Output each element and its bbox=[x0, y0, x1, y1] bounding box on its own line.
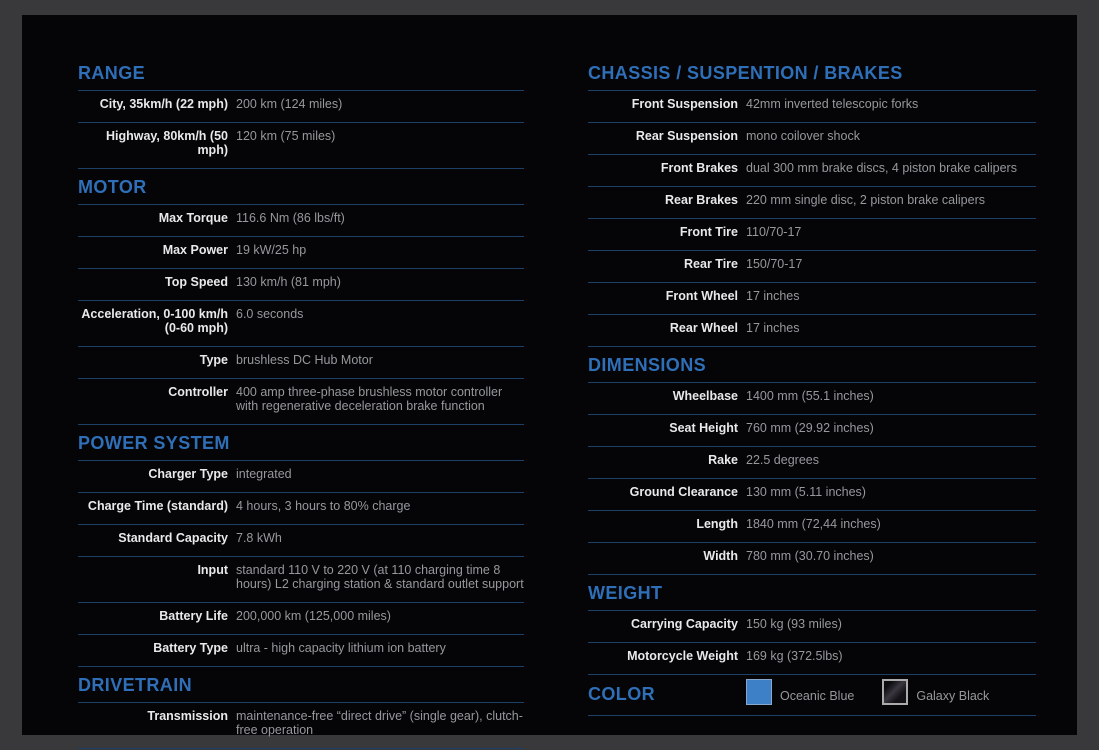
spec-value: 22.5 degrees bbox=[746, 453, 819, 467]
spec-row-highway-80km-h-50-mph bbox=[78, 122, 524, 168]
spec-value: 17 inches bbox=[746, 321, 800, 335]
color-swatch-galaxy-black bbox=[882, 679, 908, 705]
spec-row-rear-tire bbox=[588, 250, 1036, 282]
spec-label: Input bbox=[197, 563, 228, 577]
spec-row-battery-life bbox=[78, 602, 524, 634]
spec-label: Rear Brakes bbox=[665, 193, 738, 207]
section-motor bbox=[78, 176, 524, 425]
spec-value: 130 mm (5.11 inches) bbox=[746, 485, 866, 499]
section-chassis-suspention-brakes bbox=[588, 62, 1036, 347]
spec-label: Battery Type bbox=[153, 641, 228, 655]
spec-label: Controller bbox=[168, 385, 228, 399]
spec-value: dual 300 mm brake discs, 4 piston brake calipers bbox=[746, 161, 1017, 175]
section-range bbox=[78, 62, 524, 169]
section-title: CHASSIS / SUSPENTION / BRAKES bbox=[588, 63, 903, 83]
section-title: RANGE bbox=[78, 63, 146, 83]
spec-label: Front Brakes bbox=[660, 161, 738, 175]
spec-label: Charger Type bbox=[148, 467, 228, 481]
spec-value: mono coilover shock bbox=[746, 129, 860, 143]
spec-row-front-wheel bbox=[588, 282, 1036, 314]
section-title: DIMENSIONS bbox=[588, 355, 707, 375]
spec-label: Rear Wheel bbox=[669, 321, 738, 335]
color-option-galaxy-black bbox=[882, 679, 989, 705]
section-title: WEIGHT bbox=[588, 583, 663, 603]
spec-row-transmission bbox=[78, 702, 524, 748]
spec-label: Acceleration, 0-100 km/h (0-60 mph) bbox=[81, 307, 228, 335]
swatch-label: Galaxy Black bbox=[916, 688, 990, 703]
spec-row-carrying-capacity bbox=[588, 610, 1036, 642]
spec-value: 220 mm single disc, 2 piston brake calipers bbox=[746, 193, 986, 207]
spec-row-seat-height bbox=[588, 414, 1036, 446]
spec-value: brushless DC Hub Motor bbox=[236, 353, 373, 367]
spec-value: 760 mm (29.92 inches) bbox=[746, 421, 874, 435]
spec-row-charger-type bbox=[78, 460, 524, 492]
spec-value: 110/70-17 bbox=[746, 225, 802, 239]
color-swatch-oceanic-blue bbox=[746, 679, 772, 705]
spec-columns bbox=[22, 15, 1077, 749]
spec-row-rear-suspension bbox=[588, 122, 1036, 154]
spec-row-rear-brakes bbox=[588, 186, 1036, 218]
spec-value: 150 kg (93 miles) bbox=[746, 617, 842, 631]
spec-value: 42mm inverted telescopic forks bbox=[746, 97, 919, 111]
spec-value: 200,000 km (125,000 miles) bbox=[236, 609, 391, 623]
spec-label: Type bbox=[199, 353, 228, 367]
column-right bbox=[588, 62, 1036, 749]
spec-row-input bbox=[78, 556, 524, 602]
spec-label: Motorcycle Weight bbox=[627, 649, 738, 663]
section-power-system bbox=[78, 432, 524, 667]
spec-value: 17 inches bbox=[746, 289, 800, 303]
spec-row-ground-clearance bbox=[588, 478, 1036, 510]
spec-row-motorcycle-weight bbox=[588, 642, 1036, 674]
spec-label: Standard Capacity bbox=[118, 531, 228, 545]
spec-value: 4 hours, 3 hours to 80% charge bbox=[236, 499, 411, 513]
spec-value: 400 amp three-phase brushless motor controller with regenerative deceleration brake function bbox=[236, 385, 503, 413]
spec-sheet-panel bbox=[22, 15, 1077, 735]
spec-value: 169 kg (372.5lbs) bbox=[746, 649, 843, 663]
spec-label: Max Torque bbox=[158, 211, 228, 225]
color-option-oceanic-blue bbox=[746, 679, 854, 705]
spec-value: 200 km (124 miles) bbox=[236, 97, 343, 111]
spec-label: City, 35km/h (22 mph) bbox=[99, 97, 228, 111]
spec-row-width bbox=[588, 542, 1036, 574]
spec-value: 150/70-17 bbox=[746, 257, 803, 271]
spec-label: Front Tire bbox=[679, 225, 738, 239]
spec-label: Front Wheel bbox=[665, 289, 738, 303]
spec-label: Transmission bbox=[147, 709, 228, 723]
spec-row-standard-capacity bbox=[78, 524, 524, 556]
spec-row-city-35km-h-22-mph bbox=[78, 90, 524, 122]
spec-label: Rake bbox=[708, 453, 738, 467]
spec-label: Carrying Capacity bbox=[631, 617, 738, 631]
spec-label: Highway, 80km/h (50 mph) bbox=[105, 129, 228, 157]
spec-label: Top Speed bbox=[165, 275, 228, 289]
section-title: COLOR bbox=[588, 684, 655, 704]
spec-row-controller bbox=[78, 378, 524, 424]
spec-value: maintenance-free “direct drive” (single gear), clutch-free operation bbox=[236, 709, 523, 737]
section-weight bbox=[588, 582, 1036, 675]
spec-label: Seat Height bbox=[669, 421, 738, 435]
spec-label: Charge Time (standard) bbox=[87, 499, 228, 513]
spec-label: Width bbox=[703, 549, 738, 563]
spec-value: 7.8 kWh bbox=[236, 531, 282, 545]
spec-label: Battery Life bbox=[159, 609, 228, 623]
section-color bbox=[588, 675, 1036, 716]
spec-row-rake bbox=[588, 446, 1036, 478]
spec-row-top-speed bbox=[78, 268, 524, 300]
spec-label: Ground Clearance bbox=[629, 485, 738, 499]
spec-row-front-suspension bbox=[588, 90, 1036, 122]
spec-row-rear-wheel bbox=[588, 314, 1036, 346]
section-title: DRIVETRAIN bbox=[78, 675, 193, 695]
spec-value: 120 km (75 miles) bbox=[236, 129, 336, 143]
color-swatches bbox=[746, 679, 1017, 705]
spec-row-type bbox=[78, 346, 524, 378]
spec-row-max-torque bbox=[78, 204, 524, 236]
spec-label: Rear Suspension bbox=[635, 129, 738, 143]
spec-value: integrated bbox=[236, 467, 292, 481]
section-title: MOTOR bbox=[78, 177, 147, 197]
spec-label: Rear Tire bbox=[684, 257, 738, 271]
column-left bbox=[78, 62, 524, 749]
spec-label: Front Suspension bbox=[631, 97, 738, 111]
spec-value: 19 kW/25 hp bbox=[236, 243, 307, 257]
spec-value: 1400 mm (55.1 inches) bbox=[746, 389, 874, 403]
spec-value: 780 mm (30.70 inches) bbox=[746, 549, 874, 563]
swatch-label: Oceanic Blue bbox=[780, 688, 855, 703]
spec-row-length bbox=[588, 510, 1036, 542]
spec-label: Max Power bbox=[162, 243, 228, 257]
spec-value: 1840 mm (72,44 inches) bbox=[746, 517, 881, 531]
spec-label: Length bbox=[696, 517, 738, 531]
spec-row-max-power bbox=[78, 236, 524, 268]
spec-row-front-tire bbox=[588, 218, 1036, 250]
spec-row-front-brakes bbox=[588, 154, 1036, 186]
section-drivetrain bbox=[78, 674, 524, 749]
spec-row-charge-time-standard bbox=[78, 492, 524, 524]
spec-value: 116.6 Nm (86 lbs/ft) bbox=[236, 211, 345, 225]
spec-label: Wheelbase bbox=[672, 389, 738, 403]
spec-row-wheelbase bbox=[588, 382, 1036, 414]
spec-value: 6.0 seconds bbox=[236, 307, 304, 321]
section-dimensions bbox=[588, 354, 1036, 575]
spec-row-acceleration-0-100-km-h-0-60-mph bbox=[78, 300, 524, 346]
spec-value: 130 km/h (81 mph) bbox=[236, 275, 341, 289]
spec-value: standard 110 V to 220 V (at 110 charging time 8 hours) L2 charging station & standard outlet support bbox=[236, 563, 524, 591]
section-title: POWER SYSTEM bbox=[78, 433, 230, 453]
spec-value: ultra - high capacity lithium ion battery bbox=[236, 641, 446, 655]
spec-row-battery-type bbox=[78, 634, 524, 666]
